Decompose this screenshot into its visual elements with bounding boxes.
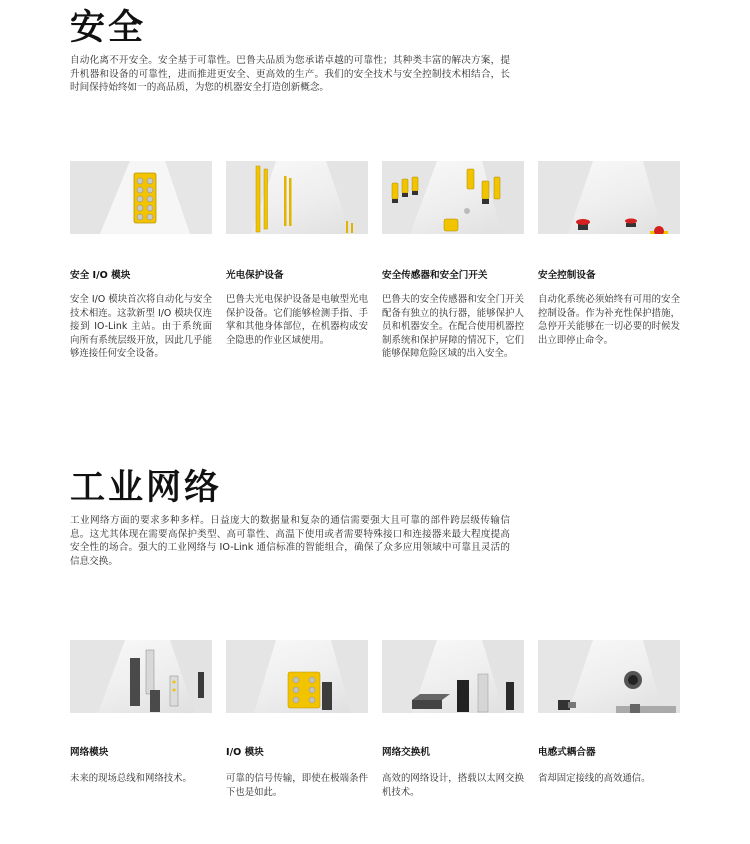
card-text: 安全 I/O 模块首次将自动化与安全技术相连。这款新型 I/O 模块仅连接到 IO-Link 主站。由于系统面向所有系统层级开放，因此几乎能够连接任何安全设备。 [70, 294, 212, 360]
card-text: 自动化系统必须始终有可用的安全控制设备。作为补充性保护措施，急停开关能够在一切必要的时候发出立即停止命令。 [538, 294, 680, 346]
card-text: 省却固定接线的高效通信。 [538, 773, 651, 784]
card-title: 网络交换机 [382, 747, 430, 758]
card-text: 未来的现场总线和网络技术。 [70, 773, 192, 784]
card-io-module [226, 640, 368, 799]
light-curtain-image [226, 161, 368, 234]
safety-intro: 自动化离不开安全。安全基于可靠性。巴鲁夫品质为您承诺卓越的可靠性；其种类丰富的解决方案，提升机器和设备的可靠性，进而推进更安全、更高效的生产。我们的安全技术与安全控制技术相结合，长时间保持始终如一的高品质，为您的机器安全打造创新概念。 [70, 55, 510, 94]
safety-io-module-image [70, 161, 212, 234]
network-heading: 工业网络 [70, 468, 223, 508]
card-safety-control [538, 161, 680, 361]
card-network-switch [382, 640, 524, 799]
card-safety-sensor [382, 161, 524, 361]
card-inductive-coupler [538, 640, 680, 799]
card-text: 可靠的信号传输，即使在极端条件下也是如此。 [226, 773, 368, 798]
card-title: 安全控制设备 [538, 270, 596, 281]
card-text: 高效的网络设计，搭载以太网交换机技术。 [382, 773, 524, 798]
card-network-module [70, 640, 212, 799]
io-module-image [226, 640, 368, 713]
network-intro: 工业网络方面的要求多种多样。日益庞大的数据量和复杂的通信需要强大且可靠的部件跨层级传输信息。这尤其体现在需要高保护类型、高可靠性、高温下使用或者需要特殊接口和连接器来最大程度提高安全性的场合。强大的工业网络与 IO-Link 通信标准的智能组合，确保了众多应用领域中可靠且灵活的信息交换。 [70, 515, 510, 567]
card-light-curtain [226, 161, 368, 361]
card-title: 光电保护设备 [226, 270, 284, 281]
card-title: 电感式耦合器 [538, 747, 596, 758]
network-switch-image [382, 640, 524, 713]
card-title: I/O 模块 [226, 747, 264, 758]
safety-section [70, 0, 680, 360]
card-title: 安全传感器和安全门开关 [382, 270, 488, 281]
card-text: 巴鲁夫的安全传感器和安全门开关配备有独立的执行器，能够保护人员和机器安全。在配合使用机器控制系统和保护屏障的情况下，它们能够保障危险区域的出入安全。 [382, 294, 524, 360]
card-title: 安全 I/O 模块 [70, 270, 131, 281]
safety-cards [70, 161, 682, 361]
inductive-coupler-image [538, 640, 680, 713]
safety-heading: 安全 [70, 8, 147, 48]
card-title: 网络模块 [70, 747, 109, 758]
network-section [70, 462, 680, 798]
network-module-image [70, 640, 212, 713]
card-text: 巴鲁夫光电保护设备是电敏型光电保护设备。它们能够检测手指、手掌和其他身体部位，在机器构成安全隐患的作业区域使用。 [226, 294, 368, 346]
network-cards [70, 640, 682, 799]
safety-control-image [538, 161, 680, 234]
safety-sensor-image [382, 161, 524, 234]
card-safety-io-module [70, 161, 212, 361]
